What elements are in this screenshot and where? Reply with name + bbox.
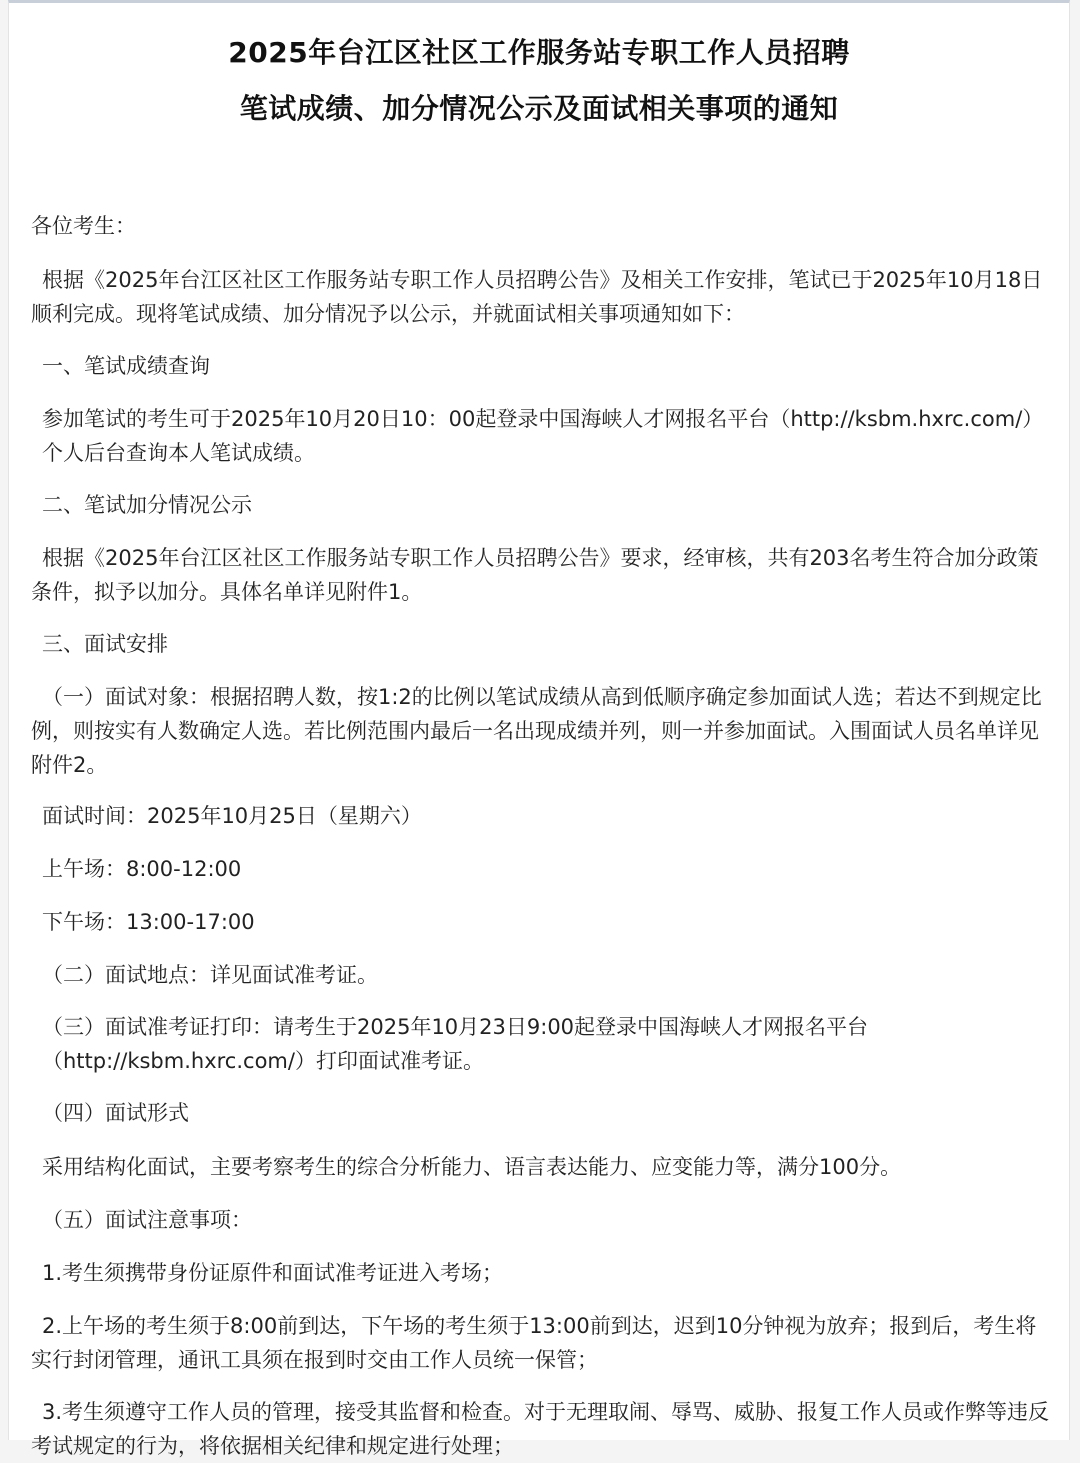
section-3-4-heading: （四）面试形式: [42, 1101, 189, 1125]
note-3: 3.考生须遵守工作人员的管理，接受其监督和检查。对于无理取闹、辱骂、威胁、报复工作人员或作弊等违反考试规定的行为，将依据相关纪律和规定进行处理；: [31, 1400, 1050, 1458]
document-title-line-2: 笔试成绩、加分情况公示及面试相关事项的通知: [239, 92, 839, 125]
document-page: [8, 0, 1070, 1458]
section-1-paragraph: [31, 402, 1056, 470]
note-2: 2.上午场的考生须于8:00前到达，下午场的考生须于13:00前到达，迟到10分钟视为放弃；报到后，考生将实行封闭管理，通讯工具须在报到时交由工作人员统一保管；: [31, 1314, 1037, 1372]
section-3-4-paragraph: 采用结构化面试，主要考察考生的综合分析能力、语言表达能力、应变能力等，满分100分。: [42, 1155, 902, 1179]
afternoon-session: 下午场：13:00-17:00: [42, 910, 255, 934]
section-2-paragraph: 根据《2025年台江区社区工作服务站专职工作人员招聘公告》要求，经审核，共有203名考生符合加分政策条件，拟予以加分。具体名单详见附件1。: [31, 546, 1039, 604]
section-1-text: 参加笔试的考生可于2025年10月20日10：00起登录中国海峡人才网报名平台（http://ksbm.hxrc.com/）个人后台查询本人笔试成绩。: [42, 407, 1044, 465]
section-1-heading: 一、笔试成绩查询: [42, 354, 210, 378]
section-3-5-heading: （五）面试注意事项：: [42, 1208, 252, 1232]
salutation: 各位考生：: [31, 214, 136, 238]
document-title-line-1: 2025年台江区社区工作服务站专职工作人员招聘: [228, 36, 850, 69]
section-3-3-paragraph: [31, 1010, 1056, 1078]
note-1: 1.考生须携带身份证原件和面试准考证进入考场；: [42, 1261, 504, 1285]
section-2-heading: 二、笔试加分情况公示: [42, 493, 252, 517]
intro-paragraph: 根据《2025年台江区社区工作服务站专职工作人员招聘公告》及相关工作安排，笔试已于2025年10月18日顺利完成。现将笔试成绩、加分情况予以公示，并就面试相关事项通知如下：: [31, 268, 1043, 326]
morning-session: 上午场：8:00-12:00: [42, 857, 242, 881]
interview-time: 面试时间：2025年10月25日（星期六）: [42, 804, 422, 828]
section-3-3-text: （三）面试准考证打印：请考生于2025年10月23日9:00起登录中国海峡人才网报名平台（http://ksbm.hxrc.com/）打印面试准考证。: [42, 1015, 869, 1073]
section-3-heading: 三、面试安排: [42, 632, 168, 656]
section-3-2-paragraph: （二）面试地点：详见面试准考证。: [42, 963, 378, 987]
section-3-1-paragraph: （一）面试对象：根据招聘人数，按1:2的比例以笔试成绩从高到低顺序确定参加面试人选；若达不到规定比例，则按实有人数确定人选。若比例范围内最后一名出现成绩并列，则一并参加面试。入围面试人员名单详见附件2。: [31, 685, 1042, 777]
